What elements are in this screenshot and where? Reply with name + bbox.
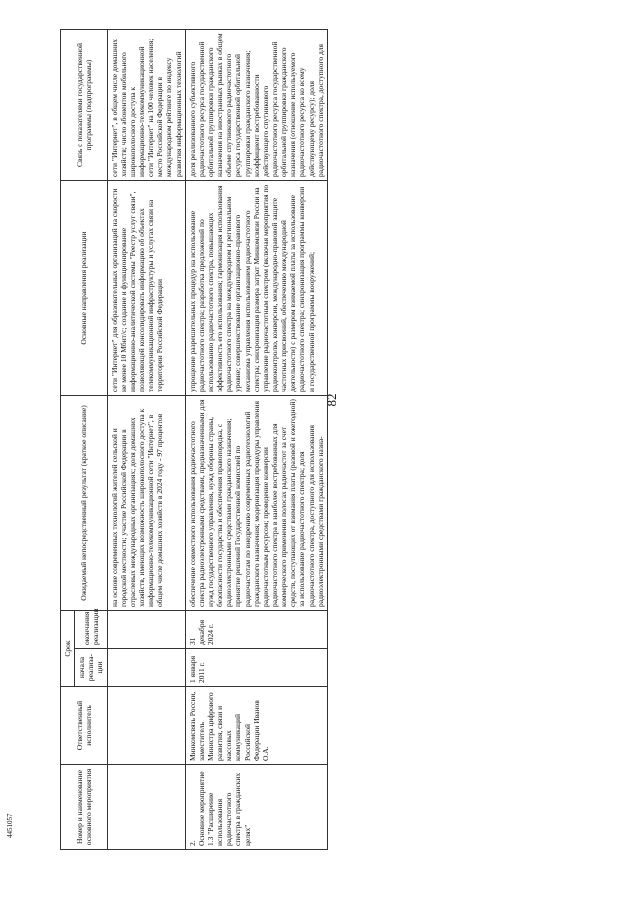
cell-directions: упрощение разрешительных процедур на использование радиочастотного спектра; разработка предложений по использованию радиочастотного спектра, повышающих эффективность его использования; гармонизация использования радиочастотного спектра на международном и региональном уровне; совершенствование организационно-правового механизма управления использованием радиочастотного спектра; синхронизация размера затрат Минкомсвязи России на управление радиочастотным спектром (включая мероприятия по радиоконтролю, конверсии, международно-правовой защите частотных присвоений, обеспечению международной деятельности) с размером взимаемой платы за использование радиочастотного спектра; синхронизация программы конверсии и государственной программы вооружений; <box>185 181 327 396</box>
header-executor: Ответственный исполнитель <box>61 687 108 765</box>
cell-empty <box>107 765 185 850</box>
cell-end: 31 декабря 2024 г. <box>185 611 327 649</box>
cell-measure <box>185 765 327 850</box>
cell-indicators: сети "Интернет", в общем числе домашних хозяйств; число абонентов мобильного широкополосного доступа к информационно-телекоммуникационной сети "Интернет" на 100 человек населения; место Российской Федерации в международном рейтинге по индексу развития информационных технологий <box>107 30 185 181</box>
cell-empty <box>107 649 185 687</box>
cell-indicators: доля реализованного субъективного радиочастотного ресурса государственной орбитальной группировки гражданского назначения на иностранных рынках в общем объеме спутникового радиочастотного ресурса государственной орбитальной группировки гражданского назначения; коэффициент востребованности действующего спутникового радиочастотного ресурса государственной орбитальной группировки гражданского назначения (отношение используемого радиочастотного ресурса ко всему действующему ресурсу); доля радиочастотного спектра, доступного для <box>185 30 327 181</box>
header-term: Срок <box>61 611 75 687</box>
cell-directions: сети "Интернет" для образовательных организаций на скорости не менее 10 Мбит/с; создание и функционирование информационно-аналитической системы "Реестр услуг связи", позволяющей консолидировать информацию об объектах телекоммуникационной инфраструктуры и услугах связи на территории Российской Федерации <box>107 181 185 396</box>
header-row <box>61 30 75 850</box>
cell-result: на основе современных технологий жителей сельской и городской местности; участие Российской Федерации в отраслевых международных организациях; доля домашних хозяйств, имеющих возможность широкополосного доступа к информационно-телекоммуникационной сети "Интернет", в общем числе домашних хозяйств в 2024 году - 97 процентов <box>107 396 185 611</box>
cell-executor: Минкомсвязь России, заместитель Министра цифрового развития, связи и массовых коммуникаций Российской Федерации Иванов О.А. <box>185 687 327 765</box>
cell-start: 1 января 2011 г. <box>185 649 327 687</box>
measure-number: 2. <box>187 840 197 846</box>
page-number: 82 <box>324 393 339 407</box>
cell-empty <box>107 611 185 649</box>
table-row <box>107 30 185 850</box>
rotated-page-content <box>60 30 580 850</box>
cell-result: обеспечение совместного использования радиочастотного спектра радиоэлектронными средствами, предназначенными для нужд государственного управления, нужд обороны страны, безопасности государства и обеспечения правопорядка, с радиоэлектронными средствами гражданского назначения; принятие решений Государственной комиссией по радиочастотам по внедрению современных радиотехнологий гражданского назначения; модернизация процедуры управления радиочастотным ресурсом; проведение конверсии радиочастотного спектра в наиболее востребованных для коммерческого применения полосах радиочастот за счет средств, поступающих от взимания платы (разовой и ежегодной) за использование радиочастотного спектра; доля радиочастотного спектра, доступного для использования радиоэлектронными средствами гражданского назна- <box>185 396 327 611</box>
header-measure: Номер и наименование основного мероприятия <box>61 765 108 850</box>
header-result: Ожидаемый непосредственный результат (краткое описание) <box>61 396 108 611</box>
header-term-end: окончания реализации <box>75 611 107 649</box>
table-row <box>185 30 327 850</box>
cell-empty <box>107 687 185 765</box>
header-term-start: начала реализа-ции <box>75 649 107 687</box>
measure-name: Основное мероприятие 1.3 "Расширение использования радиочастотного спектра в гражданских целях" <box>196 771 252 846</box>
document-code: 4451057 <box>6 813 14 838</box>
header-indicators: Связь с показателями государственной программы (подпрограммы) <box>61 30 108 181</box>
measures-table <box>60 29 328 850</box>
header-directions: Основные направления реализации <box>61 181 108 396</box>
